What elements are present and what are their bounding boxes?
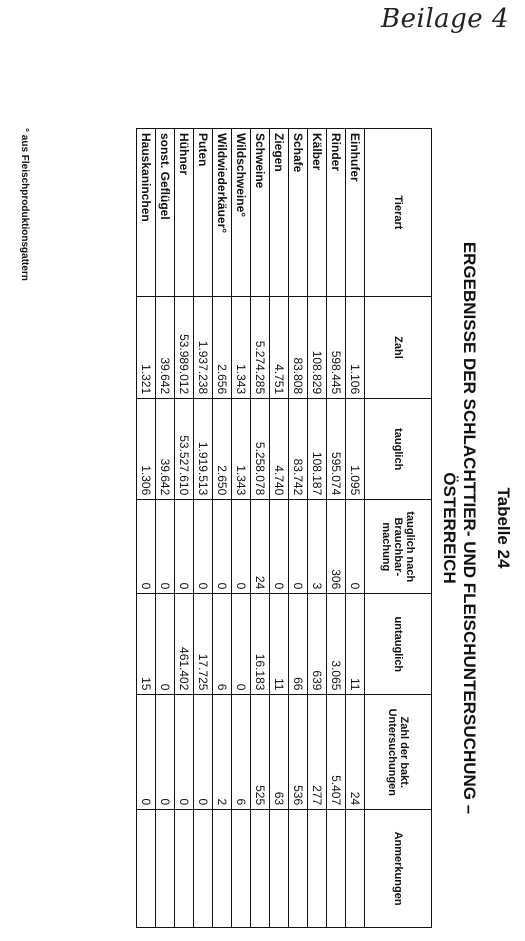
cell-tierart: Kälber [308, 129, 327, 297]
header-bakt-untersuchungen: Zahl der bakt. Untersuchungen [365, 695, 432, 810]
cell-bakt-untersuchungen: 0 [156, 695, 175, 810]
cell-anmerkungen [156, 810, 175, 928]
cell-tauglich: 1.306 [137, 399, 156, 500]
cell-tauglich-nach-brauchbarmachung: 0 [213, 500, 232, 594]
header-zahl: Zahl [365, 296, 432, 398]
cell-zahl: 39.642 [156, 296, 175, 398]
table-row [327, 129, 346, 928]
cell-anmerkungen [270, 810, 289, 928]
cell-zahl: 598.445 [327, 296, 346, 398]
subtitle-line-1: ERGEBNISSE DER SCHLACHTTIER- UND FLEISCHUNTERSUCHUNG – [460, 241, 479, 815]
cell-untauglich: 461.402 [175, 594, 194, 695]
cell-untauglich: 3.065 [327, 594, 346, 695]
cell-tauglich-nach-brauchbarmachung: 0 [194, 500, 213, 594]
header-tierart: Tierart [365, 129, 432, 297]
cell-tauglich: 108.187 [308, 399, 327, 500]
cell-tauglich: 53.527.610 [175, 399, 194, 500]
title-block [439, 128, 515, 928]
header-anmerkungen: Anmerkungen [365, 810, 432, 928]
cell-tauglich-nach-brauchbarmachung: 0 [346, 500, 365, 594]
cell-tauglich: 1.343 [232, 399, 251, 500]
cell-tauglich-nach-brauchbarmachung: 0 [232, 500, 251, 594]
cell-untauglich: 16.183 [251, 594, 270, 695]
cell-tauglich-nach-brauchbarmachung: 24 [251, 500, 270, 594]
cell-untauglich: 6 [213, 594, 232, 695]
cell-anmerkungen [175, 810, 194, 928]
cell-anmerkungen [251, 810, 270, 928]
table-row [137, 129, 156, 928]
header-untauglich: untauglich [365, 594, 432, 695]
cell-untauglich: 66 [289, 594, 308, 695]
cell-anmerkungen [308, 810, 327, 928]
cell-tierart: Schweine [251, 129, 270, 297]
cell-tauglich-nach-brauchbarmachung: 306 [327, 500, 346, 594]
cell-zahl: 1.106 [346, 296, 365, 398]
rotated-page [19, 128, 515, 928]
cell-tauglich: 2.650 [213, 399, 232, 500]
cell-zahl: 2.656 [213, 296, 232, 398]
cell-bakt-untersuchungen: 24 [346, 695, 365, 810]
cell-bakt-untersuchungen: 525 [251, 695, 270, 810]
cell-anmerkungen [289, 810, 308, 928]
table-row [308, 129, 327, 928]
cell-untauglich: 639 [308, 594, 327, 695]
cell-anmerkungen [346, 810, 365, 928]
cell-tierart: Puten [194, 129, 213, 297]
cell-tauglich: 83.742 [289, 399, 308, 500]
table-row [232, 129, 251, 928]
results-table [136, 128, 432, 928]
cell-untauglich: 11 [346, 594, 365, 695]
cell-bakt-untersuchungen: 6 [232, 695, 251, 810]
cell-tierart: Schafe [289, 129, 308, 297]
table-row [289, 129, 308, 928]
cell-bakt-untersuchungen: 0 [194, 695, 213, 810]
cell-zahl: 4.751 [270, 296, 289, 398]
cell-zahl: 83.808 [289, 296, 308, 398]
cell-bakt-untersuchungen: 536 [289, 695, 308, 810]
table-row [270, 129, 289, 928]
cell-tierart: Wildschweine° [232, 129, 251, 297]
cell-anmerkungen [327, 810, 346, 928]
table-row [175, 129, 194, 928]
header-tauglich-nach-brauchbarmachung: tauglich nach Brauchbar-machung [365, 500, 432, 594]
cell-untauglich: 0 [156, 594, 175, 695]
cell-tierart: Einhufer [346, 129, 365, 297]
cell-anmerkungen [232, 810, 251, 928]
header-tauglich: tauglich [365, 399, 432, 500]
cell-tauglich-nach-brauchbarmachung: 0 [289, 500, 308, 594]
cell-anmerkungen [194, 810, 213, 928]
cell-tauglich: 4.740 [270, 399, 289, 500]
header-row [365, 129, 432, 928]
cell-tauglich: 1.095 [346, 399, 365, 500]
cell-untauglich: 15 [137, 594, 156, 695]
table-body [137, 129, 365, 928]
cell-zahl: 1.321 [137, 296, 156, 398]
table-row [213, 129, 232, 928]
cell-tauglich-nach-brauchbarmachung: 0 [270, 500, 289, 594]
cell-untauglich: 0 [232, 594, 251, 695]
cell-bakt-untersuchungen: 277 [308, 695, 327, 810]
cell-tauglich-nach-brauchbarmachung: 3 [308, 500, 327, 594]
cell-tierart: sonst. Geflügel [156, 129, 175, 297]
table-title: Tabelle 24 [494, 487, 513, 569]
cell-zahl: 53.989.012 [175, 296, 194, 398]
cell-tierart: Ziegen [270, 129, 289, 297]
table-row [251, 129, 270, 928]
cell-tauglich-nach-brauchbarmachung: 0 [156, 500, 175, 594]
cell-tauglich: 39.642 [156, 399, 175, 500]
cell-bakt-untersuchungen: 0 [137, 695, 156, 810]
cell-bakt-untersuchungen: 63 [270, 695, 289, 810]
cell-untauglich: 11 [270, 594, 289, 695]
cell-zahl: 1.343 [232, 296, 251, 398]
cell-anmerkungen [213, 810, 232, 928]
handwritten-annotation: Beilage 4 [381, 4, 509, 34]
cell-tauglich-nach-brauchbarmachung: 0 [175, 500, 194, 594]
cell-tauglich: 5.258.078 [251, 399, 270, 500]
subtitle-line-2: ÖSTERREICH [440, 472, 459, 584]
cell-anmerkungen [137, 810, 156, 928]
cell-tierart: Wildwiederkäuer° [213, 129, 232, 297]
cell-zahl: 5.274.285 [251, 296, 270, 398]
cell-tauglich: 1.919.513 [194, 399, 213, 500]
footnote: ° aus Fleischproduktionsgattern [19, 128, 30, 281]
table-subtitle [439, 128, 479, 928]
cell-tierart: Rinder [327, 129, 346, 297]
table-row [346, 129, 365, 928]
cell-tierart: Hauskaninchen [137, 129, 156, 297]
table-row [156, 129, 175, 928]
cell-zahl: 108.829 [308, 296, 327, 398]
cell-zahl: 1.937.238 [194, 296, 213, 398]
table-row [194, 129, 213, 928]
cell-bakt-untersuchungen: 0 [175, 695, 194, 810]
cell-bakt-untersuchungen: 5.407 [327, 695, 346, 810]
cell-tauglich-nach-brauchbarmachung: 0 [137, 500, 156, 594]
cell-bakt-untersuchungen: 2 [213, 695, 232, 810]
cell-tauglich: 595.074 [327, 399, 346, 500]
cell-untauglich: 17.725 [194, 594, 213, 695]
cell-tierart: Hühner [175, 129, 194, 297]
